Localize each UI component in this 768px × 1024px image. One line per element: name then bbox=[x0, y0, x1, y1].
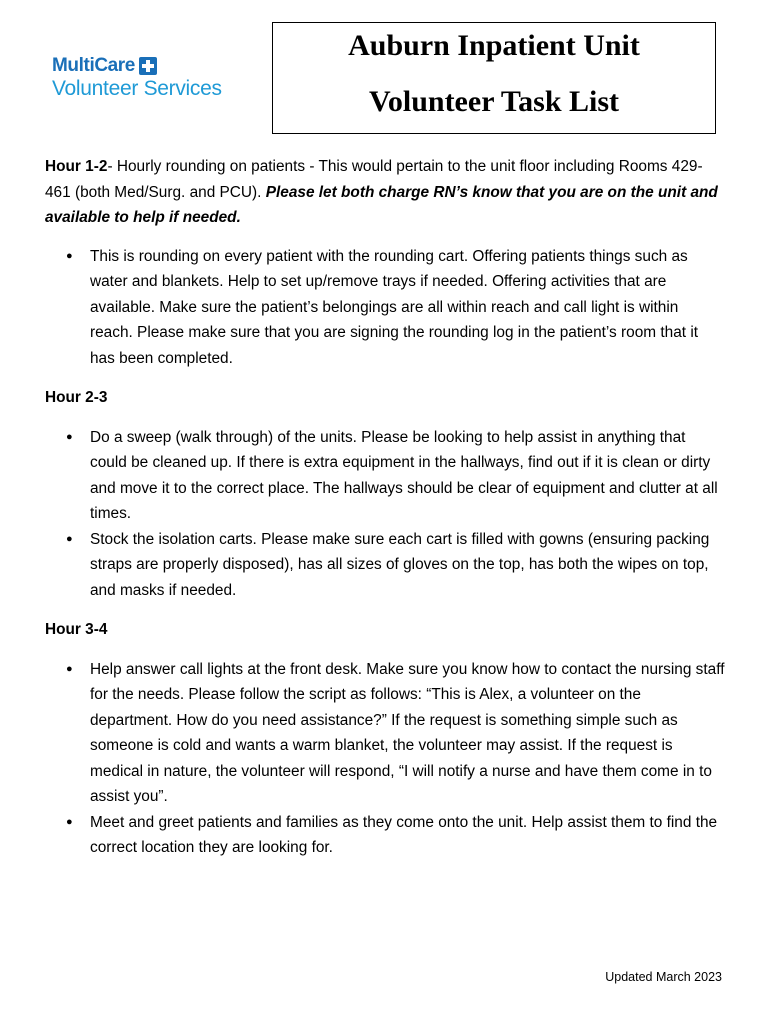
intro-text: - Hourly rounding on patients - This would pertain to the unit floor including Rooms 429-461 (both Med/Surg. and PCU). bbox=[45, 158, 703, 201]
hour-2-3-list bbox=[45, 425, 725, 604]
hour-1-2-heading: Hour 1-2 bbox=[45, 158, 108, 175]
list-item: ● Meet and greet patients and families as they come onto the unit. Help assist them to find the correct location they are looking for. bbox=[45, 810, 725, 861]
list-item: ● Do a sweep (walk through) of the units. Please be looking to help assist in anything that could be cleaned up. If there is extra equipment in the hallways, find out if it is clean or dirty and move it to the correct place. The hallways should be clear of equipment and clutter at all times. bbox=[45, 425, 725, 527]
hour-3-4-heading: Hour 3-4 bbox=[45, 621, 108, 638]
list-item: ● This is rounding on every patient with the rounding cart. Offering patients things such as water and blankets. Help to set up/remove trays if needed. Offering activities that are available. Make sure the patient’s belongings are all within reach and call light is within reach. Please make sure that you are signing the rounding log in the patient’s room that it has been completed. bbox=[45, 244, 725, 372]
hour-1-2-list bbox=[45, 244, 725, 372]
logo-text-volunteer-services: Volunteer Services bbox=[52, 77, 222, 100]
list-item: ● Help answer call lights at the front desk. Make sure you know how to contact the nursing staff for the needs. Please follow the script as follows: “This is Alex, a volunteer on the department. How do you need assistance?” If the request is something simple such as someone is cold and wants a warm blanket, the volunteer may assist. If the request is medical in nature, the volunteer will respond, “I will notify a nurse and have them come in to assist you”. bbox=[45, 657, 725, 810]
updated-date: Updated March 2023 bbox=[605, 970, 722, 984]
title-box bbox=[272, 22, 716, 134]
intro-paragraph bbox=[45, 154, 725, 231]
hour-3-4-list bbox=[45, 657, 725, 861]
title-line-2: Volunteer Task List bbox=[368, 85, 620, 118]
list-item: ● Stock the isolation carts. Please make sure each cart is filled with gowns (ensuring packing straps are properly disposed), has all sizes of gloves on the top, has both the wipes on top, and masks if needed. bbox=[45, 527, 725, 604]
hour-2-3-heading: Hour 2-3 bbox=[45, 389, 108, 406]
logo bbox=[52, 55, 222, 101]
cross-icon bbox=[139, 57, 157, 75]
title-line-1: Auburn Inpatient Unit bbox=[348, 29, 640, 62]
logo-text-multicare: MultiCare bbox=[52, 55, 135, 76]
task-list-content bbox=[45, 154, 725, 861]
intro-emphasis: Please let both charge RN’s know that you are on the unit and available to help if needed. bbox=[45, 183, 718, 226]
